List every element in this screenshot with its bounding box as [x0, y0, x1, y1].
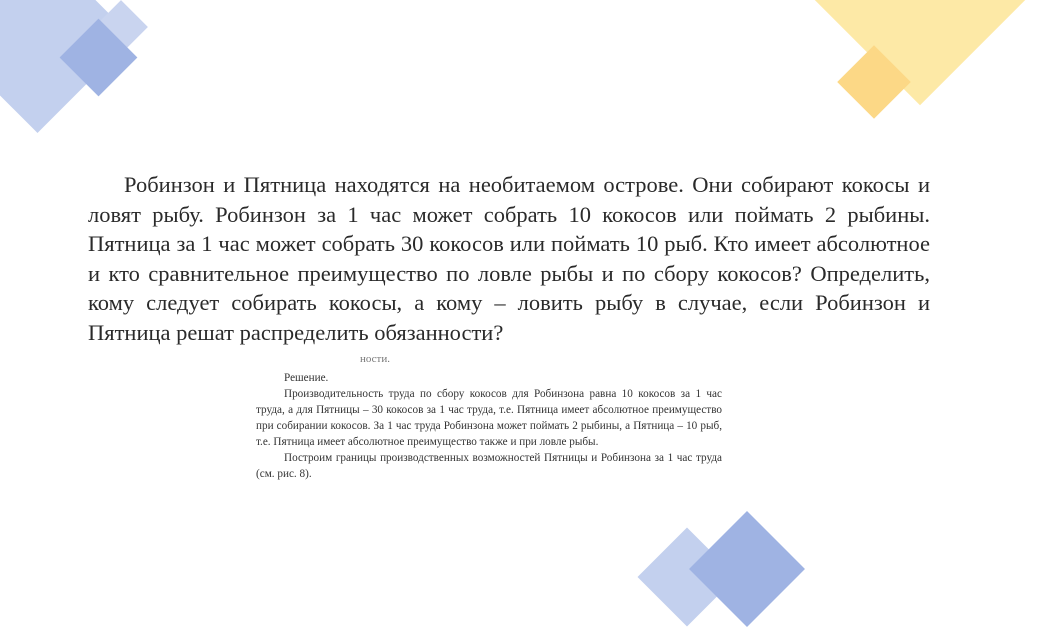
cropped-text-fragment: ности. — [360, 353, 390, 365]
decor-diamond-bottom-mid — [689, 511, 805, 627]
decor-diamond-yellow-large — [800, 0, 1040, 105]
solution-heading: Решение. — [284, 372, 329, 384]
solution-block — [256, 370, 722, 482]
solution-paragraph-1: Производительность труда по сбору кокосов для Робинзона равна 10 кокосов за 1 час труда, а для Пятницы – 30 кокосов за 1 час труда, т.е. Пятница имеет абсолютное преимущество при собирании кокосов. За 1 час труда Робинзона может поймать 2 рыбины, а Пятница – 10 рыб, т.е. Пятница имеет абсолютное преимущество также и при ловле рыбы. — [256, 388, 722, 448]
solution-paragraph-2: Построим границы производственных возможностей Пятницы и Робинзона за 1 час труда (см. рис. 8). — [256, 452, 722, 480]
problem-statement: Робинзон и Пятница находятся на необитаемом острове. Они собирают кокосы и ловят рыбу. Робинзон за 1 час может собрать 10 кокосов или поймать 2 рыбины. Пятница за 1 час может собрать 30 кокосов или поймать 10 рыб. Кто имеет абсолютное и кто сравнительное преимущество по ловле рыбы и по сбору кокосов? Определить, кому следует собирать кокосы, а кому – ловить рыбу в случае, если Робинзон и Пятница решат распределить обязанности? — [88, 172, 930, 345]
